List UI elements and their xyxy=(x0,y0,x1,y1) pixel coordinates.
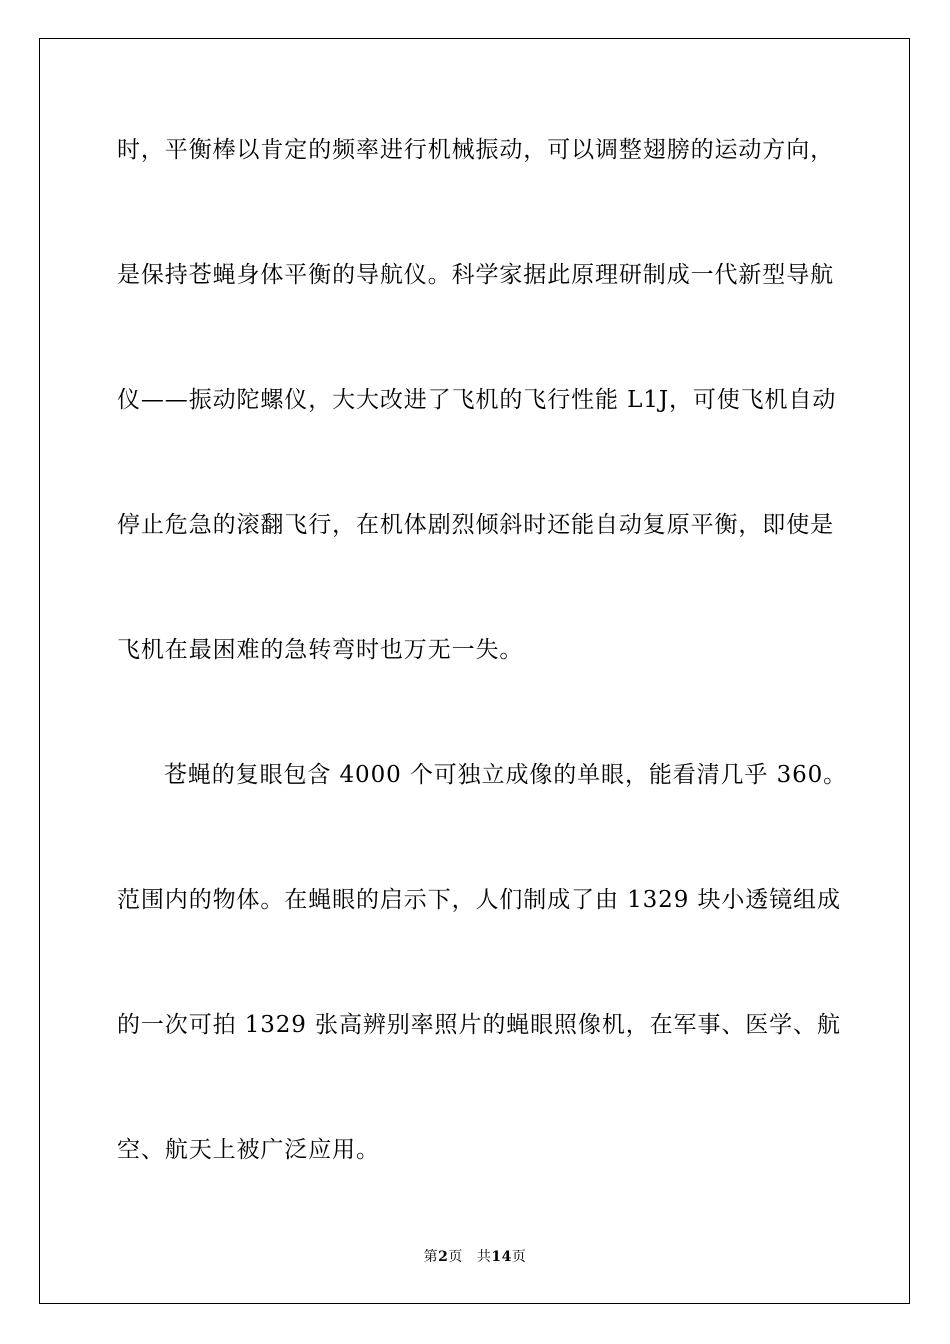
body-text-line-7: 范围内的物体。在蝇眼的启示下，人们制成了由 1329 块小透镜组成 xyxy=(117,887,841,913)
total-suffix: 页 xyxy=(511,1249,527,1265)
body-text-line-4: 停止危急的滚翻飞行，在机体剧烈倾斜时还能自动复原平衡，即使是 xyxy=(117,512,834,538)
body-text-line-2: 是保持苍蝇身体平衡的导航仪。科学家据此原理研制成一代新型导航 xyxy=(117,262,834,288)
page-footer xyxy=(0,1248,950,1266)
page-border xyxy=(39,38,910,1304)
body-text-line-5: 飞机在最困难的急转弯时也万无一失。 xyxy=(117,637,524,663)
body-text-line-9: 空、航天上被广泛应用。 xyxy=(117,1137,380,1163)
body-text-line-3: 仪——振动陀螺仪，大大改进了飞机的飞行性能 L1J，可使飞机自动 xyxy=(117,387,837,413)
page-suffix: 页 xyxy=(448,1249,463,1265)
total-prefix: 共 xyxy=(476,1249,492,1265)
body-text-line-1: 时，平衡棒以肯定的频率进行机械振动，可以调整翅膀的运动方向， xyxy=(117,137,834,163)
total-pages: 14 xyxy=(491,1249,512,1265)
body-text-line-8: 的一次可拍 1329 张高辨别率照片的蝇眼照像机，在军事、医学、航 xyxy=(117,1012,841,1038)
page-prefix: 第 xyxy=(423,1249,439,1265)
body-text-line-6: 苍蝇的复眼包含 4000 个可独立成像的单眼，能看清几乎 360。 xyxy=(164,762,848,788)
page-number: 2 xyxy=(438,1249,449,1265)
